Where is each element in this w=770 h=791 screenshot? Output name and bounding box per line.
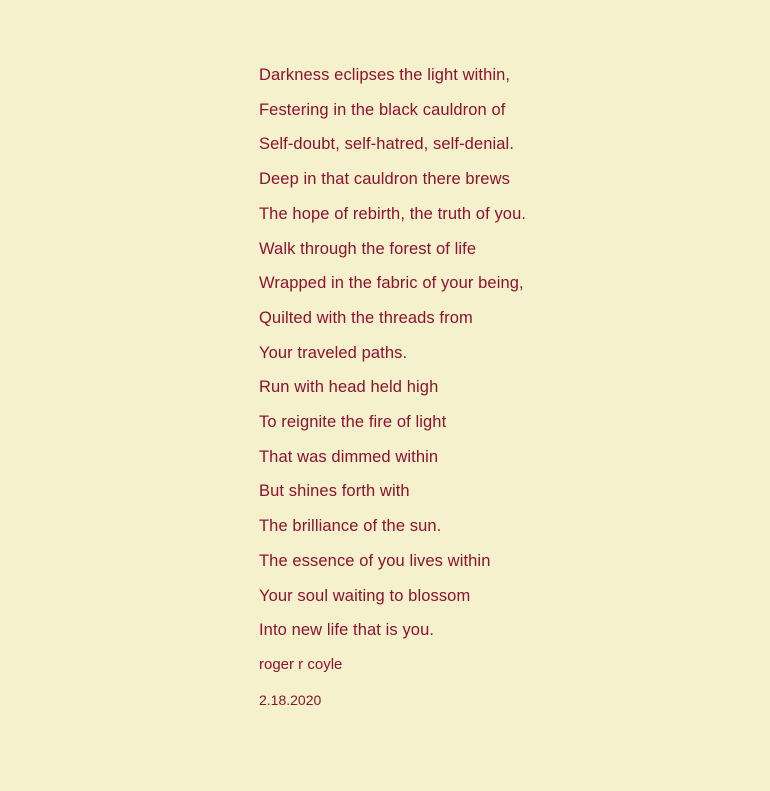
poem-line: Self-doubt, self-hatred, self-denial. — [259, 135, 515, 154]
poem-line: Your soul waiting to blossom — [259, 586, 471, 605]
poem-line: Festering in the black cauldron of — [259, 100, 506, 119]
poem-line: The brilliance of the sun. — [259, 517, 442, 536]
poem-line: Your traveled paths. — [259, 343, 408, 362]
poem-line: Deep in that cauldron there brews — [259, 170, 510, 189]
poem-line: But shines forth with — [259, 482, 410, 501]
poem-body — [259, 58, 729, 717]
poem-line: To reignite the fire of light — [259, 413, 447, 432]
poem-line: Into new life that is you. — [259, 621, 435, 640]
poem-line: Quilted with the threads from — [259, 308, 473, 327]
poem-line: Walk through the forest of life — [259, 239, 477, 258]
poem-line: Run with head held high — [259, 378, 439, 397]
poem-line: Wrapped in the fabric of your being, — [259, 274, 524, 293]
poem-author: roger r coyle — [259, 655, 343, 673]
poem-line: That was dimmed within — [259, 447, 439, 466]
poem-line: The essence of you lives within — [259, 551, 491, 570]
poem-date: 2.18.2020 — [259, 691, 322, 708]
poem-line: Darkness eclipses the light within, — [259, 66, 511, 84]
poem-line: The hope of rebirth, the truth of you. — [259, 204, 527, 223]
